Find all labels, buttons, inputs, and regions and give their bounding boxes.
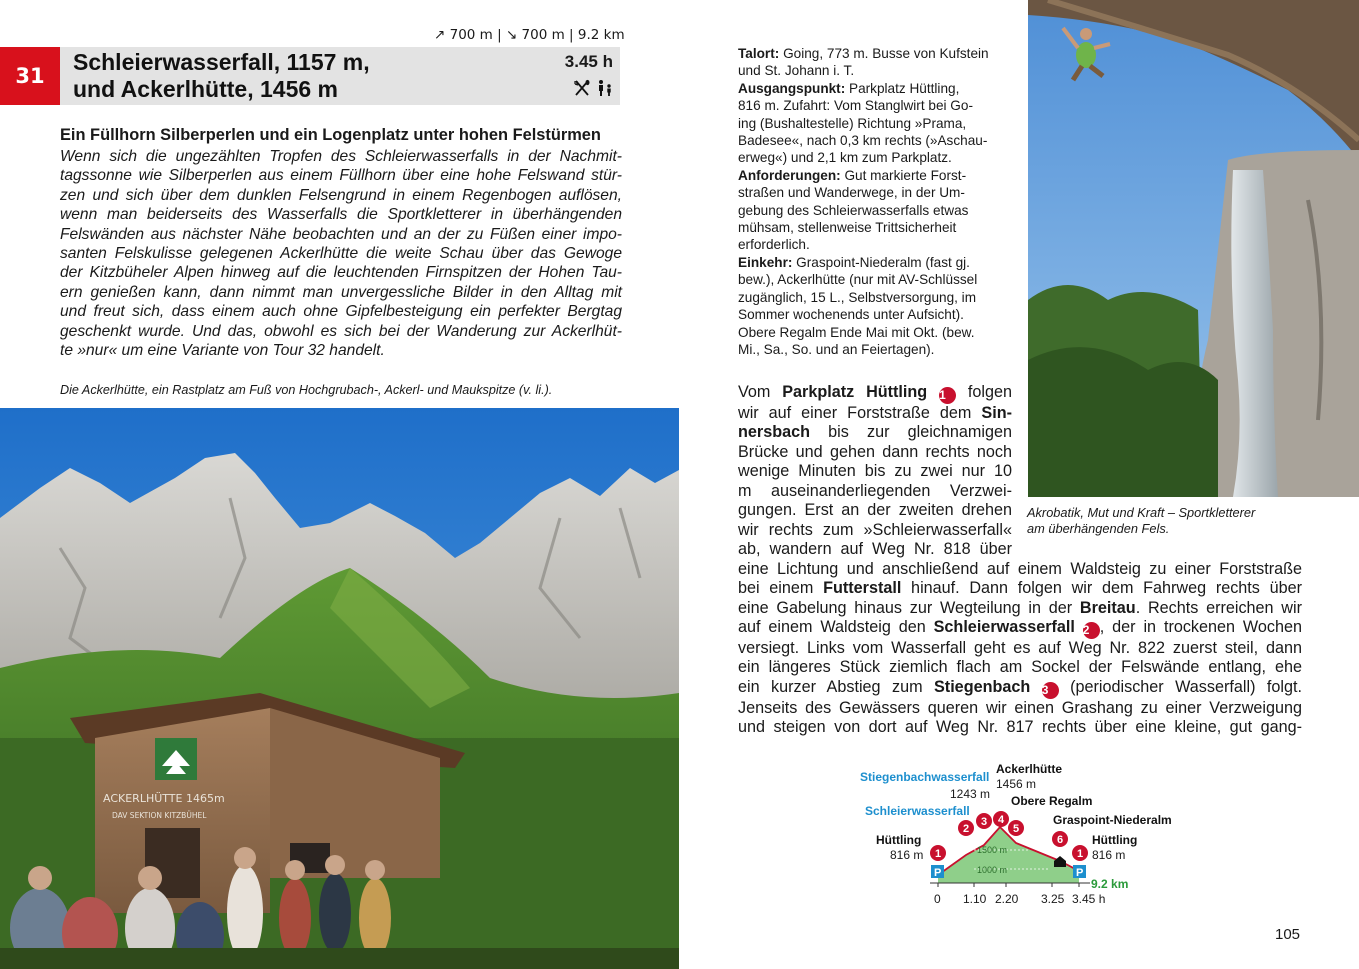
label-ackerlhuette: Ackerlhütte <box>996 762 1063 776</box>
info-line: Mi., Sa., So. und an Feiertagen). <box>738 341 935 357</box>
svg-text:3: 3 <box>981 816 988 828</box>
info-line: zugänglich, 15 L., Selbstversorgung, im <box>738 289 977 305</box>
waypoint-2 <box>958 820 974 836</box>
intro-line: wenn man beiderseits des Wasserfalls die Sportkletterer in überhängenden <box>60 206 622 224</box>
route-line: Brücke und gehen dann rechts noch <box>738 442 1012 461</box>
info-line <box>738 254 1020 271</box>
intro-text <box>60 147 622 360</box>
svg-text:6: 6 <box>1057 834 1064 846</box>
svg-text:1: 1 <box>1077 848 1084 860</box>
waypoint-1-right <box>1072 845 1088 861</box>
label-huettling-left-alt: 816 m <box>890 848 924 862</box>
info-text: Graspoint-Niederalm (fast gj. <box>796 254 970 270</box>
label-stiegenbach-alt: 1243 m <box>950 787 991 801</box>
time-label: 3.25 <box>1041 892 1065 906</box>
waypoint-marker: 1 <box>939 387 956 404</box>
route-text: , der in trockenen Wochen <box>1099 617 1303 636</box>
intro-line: santen Felskulisse gelegenen Ackerlhütte die weite Schau über das Gewoge <box>60 245 622 263</box>
intro-line: ern genießen kann, dann nimmt man unvergessliche Bilder in den Alltag mit <box>60 283 622 301</box>
svg-text:5: 5 <box>1013 823 1020 835</box>
hut-icon <box>1054 856 1066 867</box>
route-line <box>738 618 1302 639</box>
route-line <box>738 423 1012 442</box>
svg-text:2: 2 <box>963 823 970 835</box>
place-parkplatz: Parkplatz Hüttling <box>782 383 928 401</box>
photo-caption-hut: Die Ackerlhütte, ein Rastplatz am Fuß von Hochgrubach-, Ackerl- und Maukspitze (v. li.). <box>60 383 553 397</box>
duration-label: 3.45 h <box>564 52 613 71</box>
info-text: Gut markierte Forst- <box>844 167 967 183</box>
route-line: gungen. Erst an der zweiten drehen <box>738 501 1012 520</box>
info-line: Obere Regalm Ende Mai mit Okt. (bew. <box>738 324 975 340</box>
title-line-1: Schleierwasserfall, 1157 m, <box>73 49 370 75</box>
caption-line: am überhängenden Fels. <box>1027 521 1170 536</box>
title-band <box>60 47 620 105</box>
route-line: versiegt. Links vom Wasserfall geht es auf Weg Nr. 822 zuerst steil, dann <box>738 638 1302 657</box>
place-breitau: Breitau <box>1079 598 1136 617</box>
route-text: ein kurzer Abstieg zum <box>738 677 934 696</box>
info-anf-label: Anforderungen: <box>738 167 841 183</box>
route-text: wir auf einer Forststraße dem <box>738 404 982 422</box>
waypoint-marker: 3 <box>1042 682 1059 699</box>
family-icon <box>596 79 614 97</box>
svg-text:1: 1 <box>935 848 942 860</box>
info-line: ing (Bushaltestelle) Richtung »Prama, <box>738 115 967 131</box>
route-text: folgen <box>956 383 1013 401</box>
parking-label: P <box>1076 867 1084 879</box>
label-huettling-right: Hüttling <box>1092 833 1138 847</box>
route-line <box>738 678 1302 699</box>
route-line <box>738 383 1012 404</box>
page-title <box>73 49 370 103</box>
tour-stats: ↗ 700 m | ↘ 700 m | 9.2 km <box>434 27 625 43</box>
route-line: eine Lichtung und anschließend auf einem Waldsteig zu einer Forststraße <box>738 559 1302 578</box>
time-label: 3.45 h <box>1072 892 1106 906</box>
restaurant-icon <box>573 79 591 97</box>
intro-line: geschenkt wurde. Und das, obwohl es sich bei der Wanderung zur Ackerlhüt- <box>60 322 622 340</box>
info-line: bew.), Ackerlhütte (nur mit AV-Schlüssel <box>738 272 978 288</box>
route-line: ab, wandern auf Weg Nr. 818 über <box>738 540 1012 559</box>
hut-sign-subtext: DAV SEKTION KITZBÜHEL <box>112 811 207 820</box>
info-line: mühsam, stellenweise Trittsicherheit <box>738 220 957 236</box>
hut-sign-text: ACKERLHÜTTE 1465m <box>103 792 225 805</box>
label-stiegenbachwasserfall: Stiegenbachwasserfall <box>860 770 990 784</box>
info-text: Parkplatz Hüttling, <box>849 80 960 96</box>
page-number: 105 <box>1275 926 1301 943</box>
scale-label-1500: 1500 m <box>977 845 1008 855</box>
place-sinnersbach: nersbach <box>738 423 810 442</box>
tour-number-badge: 31 <box>0 47 60 105</box>
label-ackerlhuette-alt: 1456 m <box>996 777 1037 791</box>
info-line: gebung des Schleierwasserfalls etwas <box>738 202 969 218</box>
info-ausgang-label: Ausgangspunkt: <box>738 80 846 96</box>
label-huettling-left: Hüttling <box>876 833 922 847</box>
route-line: wir rechts zum »Schleierwasserfall« <box>738 520 1012 539</box>
route-description <box>738 383 1302 738</box>
info-line <box>738 45 1020 62</box>
route-text: bis zur gleichnamigen <box>809 423 1012 442</box>
route-line: m auseinanderliegenden Verzwei- <box>738 481 1012 500</box>
place-futterstall: Futterstall <box>823 579 902 598</box>
intro-line: Felswänden aus nächster Nähe beobachten und an der zu Füßen einer impo- <box>60 225 622 243</box>
route-line <box>738 579 1302 598</box>
intro-line: Wenn sich die ungezählten Tropfen des Schleierwasserfalls in der Nachmit- <box>60 148 622 165</box>
info-line: 816 m. Zufahrt: Vom Stanglwirt bei Go- <box>738 98 973 114</box>
waypoint-marker: 2 <box>1083 622 1100 639</box>
intro-line: zen und sich über dem dunklen Felsengrund in einem Regenbogen auflösen, <box>60 186 622 204</box>
info-line <box>738 80 1020 97</box>
time-label: 0 <box>934 892 941 906</box>
time-label: 1.10 <box>963 892 987 906</box>
place-stiegenbach: Stiegenbach <box>934 677 1031 696</box>
parking-label: P <box>934 867 942 879</box>
info-text: Going, 773 m. Busse von Kufstein <box>783 46 989 61</box>
intro-line: te »nur« um eine Variante von Tour 32 handelt. <box>60 342 385 360</box>
info-line: erforderlich. <box>738 237 810 253</box>
info-einkehr-label: Einkehr: <box>738 254 793 270</box>
elevation-profile <box>850 757 1210 912</box>
route-line: ein längeres Stück ziemlich flach am Sockel der Felswände entlang, ehe <box>738 658 1302 677</box>
route-text: bei einem <box>738 579 824 598</box>
label-graspoint-niederalm: Graspoint-Niederalm <box>1053 813 1172 827</box>
tour-info-box <box>738 45 1020 358</box>
waypoint-1-left <box>930 845 946 861</box>
info-line: Badesee«, nach 0,3 km rechts (»Aschau- <box>738 133 988 149</box>
scale-label-1000: 1000 m <box>977 865 1008 875</box>
route-text: . Rechts erreichen wir <box>1135 598 1302 617</box>
waypoint-3 <box>976 813 992 829</box>
info-line: straßen und Wanderwege, in der Um- <box>738 185 965 201</box>
svg-text:4: 4 <box>998 814 1005 826</box>
waypoint-4 <box>993 811 1009 827</box>
waypoint-6 <box>1052 831 1068 847</box>
time-label: 2.20 <box>995 892 1019 906</box>
info-talort-label: Talort: <box>738 46 780 61</box>
waypoint-5 <box>1008 820 1024 836</box>
intro-line: tagssonne wie Silberperlen aus einem Füllhorn über eine hohe Felswand stür- <box>60 167 622 185</box>
route-line: und steigen von dort auf Weg Nr. 817 rechts über eine kleine, gut gang- <box>738 718 1302 737</box>
amenity-icons <box>573 79 614 97</box>
route-line <box>738 599 1302 618</box>
photo-ackerlhuette <box>0 408 679 969</box>
label-obere-regalm: Obere Regalm <box>1011 794 1093 808</box>
label-huettling-right-alt: 816 m <box>1092 848 1126 862</box>
intro-line: und freut sich, dass einem auch ohne Gipfelbesteigung ein perfekter Bergtag <box>60 303 622 321</box>
caption-line: Akrobatik, Mut und Kraft – Sportkletterer <box>1027 505 1256 520</box>
place-sinnersbach: Sin- <box>981 404 1012 422</box>
route-line: wenige Minuten bis zu zwei nur 10 <box>738 462 1012 481</box>
route-text: hinauf. Dann folgen wir dem Fahrweg rechts über <box>901 579 1302 598</box>
route-text: auf einem Waldsteig den <box>738 617 934 636</box>
label-distance: 9.2 km <box>1091 877 1129 891</box>
profile-ticks <box>938 883 1079 887</box>
title-line-2: und Ackerlhütte, 1456 m <box>73 76 339 102</box>
info-line: Sommer wochenends unter Aufsicht). <box>738 307 964 323</box>
route-text: (periodischer Wasserfall) folgt. <box>1058 677 1302 696</box>
route-line <box>738 404 1012 423</box>
route-text: Vom <box>738 383 783 401</box>
label-schleierwasserfall: Schleierwasserfall <box>865 804 970 818</box>
place-schleierwasserfall: Schleierwasserfall <box>933 617 1075 636</box>
info-line <box>738 167 1020 184</box>
info-line: erweg«) und 2,1 km zum Parkplatz. <box>738 150 952 166</box>
route-line: Jenseits des Gewässers queren wir einen Grashang zu einer Verzweigung <box>738 698 1302 717</box>
route-text: eine Gabelung hinaus zur Wegteilung in der <box>738 598 1080 617</box>
subtitle: Ein Füllhorn Silberperlen und ein Logenplatz unter hohen Felstürmen <box>60 126 601 144</box>
info-line: und St. Johann i. T. <box>738 63 855 79</box>
intro-line: der Kitzbüheler Alpen hinweg auf die leuchtenden Firnspitzen der Hohen Tau- <box>60 264 622 282</box>
